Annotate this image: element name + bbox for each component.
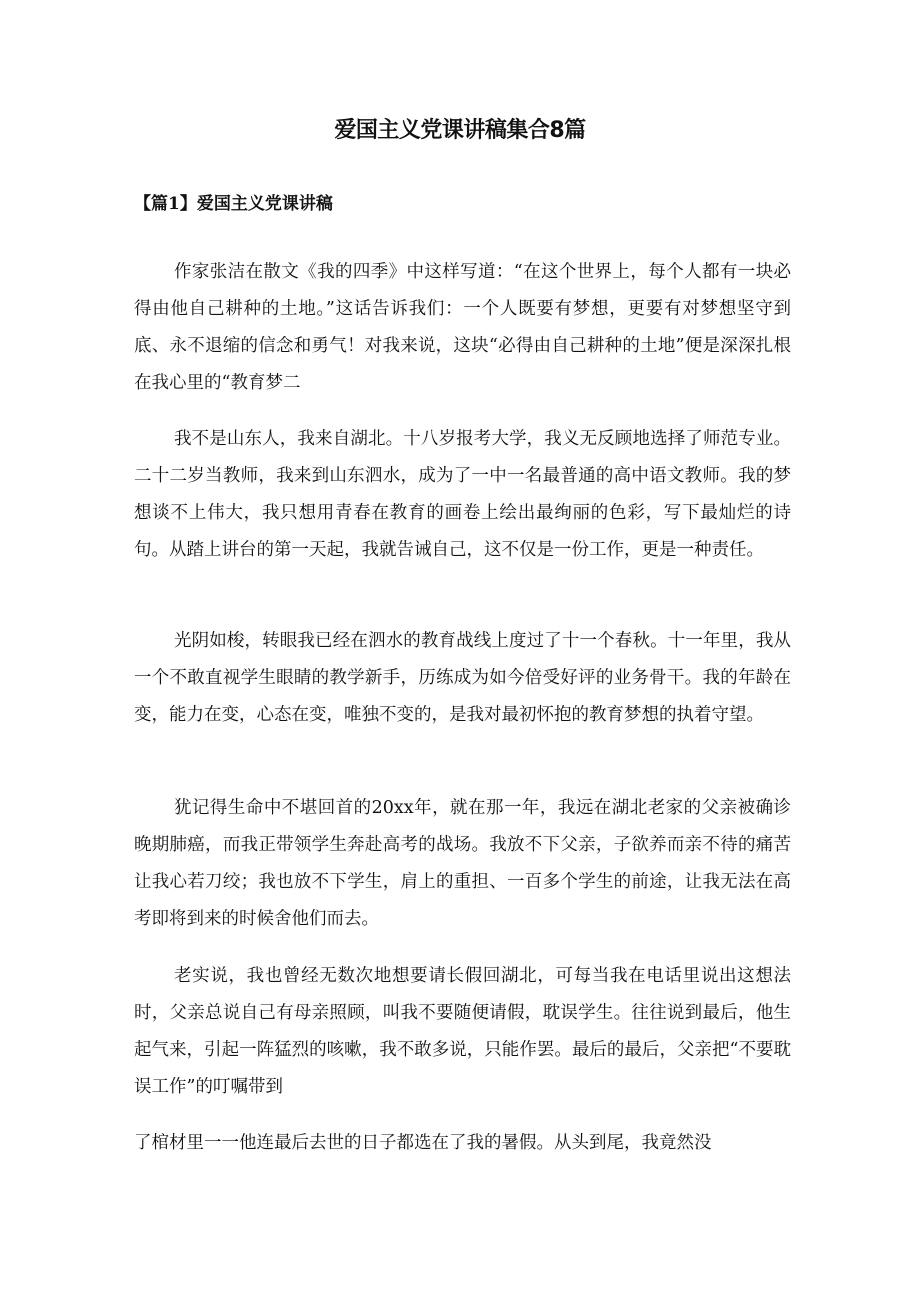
- paragraph-4: 犹记得生命中不堪回首的20xx年，就在那一年，我远在湖北老家的父亲被确诊晚期肺癌，而我正带领学生奔赴高考的战场。我放不下父亲，子欲养而亲不待的痛苦让我心若刀绞；我也放不下学生，肩上的重担、一百多个学生的前途，让我无法在高考即将到来的时候舍他们而去。: [134, 798, 791, 929]
- paragraph-2: 我不是山东人，我来自湖北。十八岁报考大学，我义无反顾地选择了师范专业。二十二岁当教师，我来到山东泗水，成为了一中一名最普通的高中语文教师。我的梦想谈不上伟大，我只想用青春在教育的画卷上绘出最绚丽的色彩，写下最灿烂的诗句。从踏上讲台的第一天起，我就告诫自己，这不仅是一份工作，更是一种责任。: [134, 429, 791, 560]
- paragraph-5: 老实说，我也曾经无数次地想要请长假回湖北，可每当我在电话里说出这想法时，父亲总说自己有母亲照顾，叫我不要随便请假，耽误学生。往往说到最后，他生起气来，引起一阵猛烈的咳嗽，我不敢多说，只能作罢。最后的最后，父亲把“不要耽误工作”的叮嘱带到: [134, 966, 791, 1097]
- paragraph-3: 光阴如梭，转眼我已经在泗水的教育战线上度过了十一个春秋。十一年里，我从一个不敢直视学生眼睛的教学新手，历练成为如今倍受好评的业务骨干。我的年龄在变，能力在变，心态在变，唯独不变的，是我对最初怀抱的教育梦想的执着守望。: [134, 631, 791, 725]
- paragraph-1: 作家张洁在散文《我的四季》中这样写道：“在这个世界上，每个人都有一块必得由他自己耕种的土地。”这话告诉我们：一个人既要有梦想，更要有对梦想坚守到底、永不退缩的信念和勇气！对我来说，这块“必得由自己耕种的土地”便是深深扎根在我心里的“教育梦二: [134, 262, 791, 393]
- document-title: 爱国主义党课讲稿集合8篇: [334, 118, 586, 143]
- section-heading: 【篇1】爱国主义党课讲稿: [134, 194, 333, 214]
- paragraph-6: 了棺材里一一他连最后去世的日子都选在了我的暑假。从头到尾，我竟然没: [134, 1133, 712, 1153]
